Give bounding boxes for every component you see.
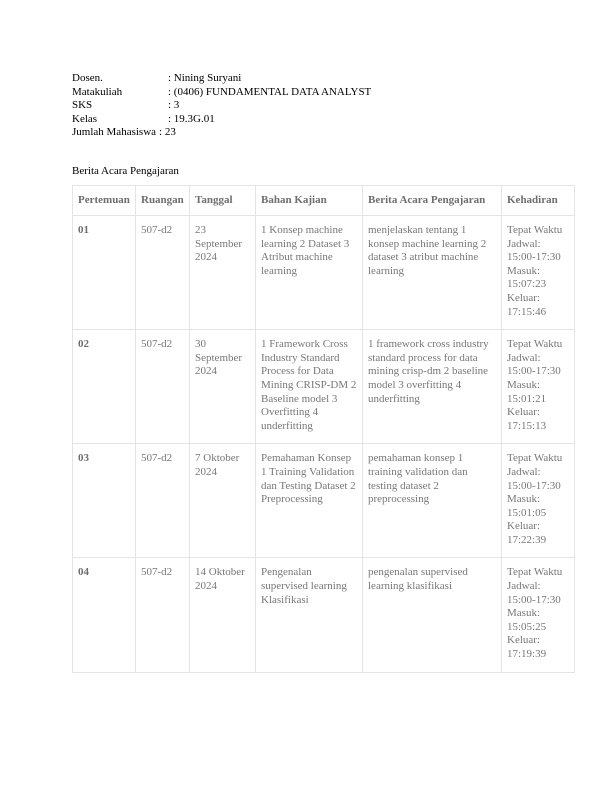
course-info	[72, 72, 371, 140]
cell-bahan-kajian: Pengenalan supervised learning Klasifikasi	[256, 558, 363, 672]
cell-bahan-kajian: 1 Konsep machine learning 2 Dataset 3 Atribut machine learning	[256, 216, 363, 330]
sks-value: : 3	[168, 99, 180, 112]
header-berita-acara: Berita Acara Pengajaran	[363, 186, 502, 216]
cell-tanggal: 30 September 2024	[190, 330, 256, 444]
cell-pertemuan: 03	[73, 444, 136, 558]
attendance-table-container	[72, 185, 574, 673]
cell-tanggal: 14 Oktober 2024	[190, 558, 256, 672]
info-row-sks	[72, 99, 371, 113]
info-row-kelas	[72, 113, 371, 127]
sks-label: SKS	[72, 99, 93, 112]
header-bahan-kajian: Bahan Kajian	[256, 186, 363, 216]
kelas-label: Kelas	[72, 112, 98, 125]
cell-kehadiran: Tepat Waktu Jadwal: 15:00-17:30 Masuk: 15:01:21 Keluar: 17:15:13	[502, 330, 575, 444]
kelas-value: : 19.3G.01	[168, 112, 215, 125]
cell-berita-acara: pemahaman konsep 1 training validation dan testing dataset 2 preprocessing	[363, 444, 502, 558]
cell-pertemuan: 04	[73, 558, 136, 672]
cell-pertemuan: 02	[73, 330, 136, 444]
info-row-jumlah	[72, 126, 371, 140]
info-row-matakuliah	[72, 86, 371, 100]
cell-berita-acara: pengenalan supervised learning klasifikasi	[363, 558, 502, 672]
table-row	[73, 558, 575, 672]
attendance-table	[72, 185, 575, 673]
table-row	[73, 216, 575, 330]
header-pertemuan: Pertemuan	[73, 186, 136, 216]
cell-kehadiran: Tepat Waktu Jadwal: 15:00-17:30 Masuk: 15:01:05 Keluar: 17:22:39	[502, 444, 575, 558]
header-kehadiran: Kehadiran	[502, 186, 575, 216]
cell-ruangan: 507-d2	[136, 558, 190, 672]
cell-tanggal: 23 September 2024	[190, 216, 256, 330]
table-row	[73, 330, 575, 444]
cell-bahan-kajian: 1 Framework Cross Industry Standard Process for Data Mining CRISP-DM 2 Baseline model 3 Overfitting 4 underfitting	[256, 330, 363, 444]
dosen-value: : Nining Suryani	[168, 72, 242, 84]
cell-kehadiran: Tepat Waktu Jadwal: 15:00-17:30 Masuk: 15:05:25 Keluar: 17:19:39	[502, 558, 575, 672]
matakuliah-label: Matakuliah	[72, 85, 123, 98]
cell-berita-acara: menjelaskan tentang 1 konsep machine learning 2 dataset 3 atribut machine learning	[363, 216, 502, 330]
info-row-dosen	[72, 72, 371, 86]
table-header-row	[73, 186, 575, 216]
matakuliah-value: : (0406) FUNDAMENTAL DATA ANALYST	[168, 85, 372, 98]
cell-ruangan: 507-d2	[136, 330, 190, 444]
section-title: Berita Acara Pengajaran	[72, 165, 179, 177]
cell-pertemuan: 01	[73, 216, 136, 330]
cell-ruangan: 507-d2	[136, 216, 190, 330]
header-tanggal: Tanggal	[190, 186, 256, 216]
dosen-label: Dosen.	[72, 72, 103, 84]
table-row	[73, 444, 575, 558]
cell-ruangan: 507-d2	[136, 444, 190, 558]
cell-tanggal: 7 Oktober 2024	[190, 444, 256, 558]
jumlah-value: : 23	[159, 126, 176, 139]
header-ruangan: Ruangan	[136, 186, 190, 216]
cell-berita-acara: 1 framework cross industry standard process for data mining crisp-dm 2 baseline model 3 overfitting 4 underfitting	[363, 330, 502, 444]
cell-kehadiran: Tepat Waktu Jadwal: 15:00-17:30 Masuk: 15:07:23 Keluar: 17:15:46	[502, 216, 575, 330]
cell-bahan-kajian: Pemahaman Konsep 1 Training Validation dan Testing Dataset 2 Preprocessing	[256, 444, 363, 558]
jumlah-label: Jumlah Mahasiswa	[72, 126, 157, 139]
